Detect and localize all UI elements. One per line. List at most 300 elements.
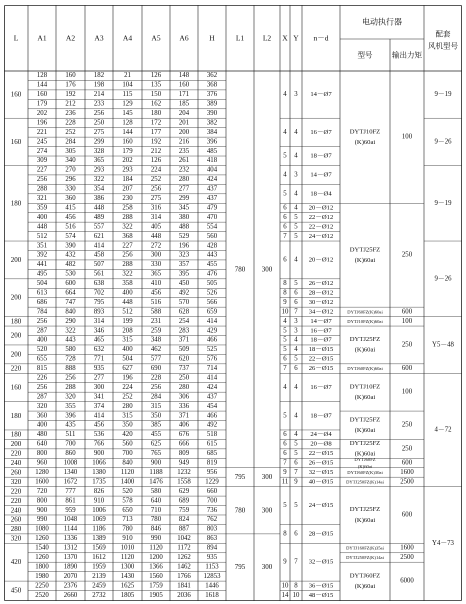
header-nd: n－d: [313, 33, 329, 43]
cell-a4: 315: [122, 336, 133, 344]
cell-a2: 320: [65, 393, 76, 401]
cell-a5: 462: [150, 346, 162, 354]
cell-l: 320: [10, 477, 22, 486]
cell-torque: 100: [401, 317, 413, 325]
cell-a4: 256: [122, 251, 133, 259]
cell-a3: 771: [93, 355, 105, 363]
cell-a3: 557: [93, 223, 105, 231]
cell-torque: 250: [401, 251, 413, 259]
cell-model: DYTJ10FZ: [349, 383, 381, 391]
cell-y: 5: [294, 502, 298, 510]
cell-a4: 1010: [120, 544, 135, 552]
cell-a4: 1625: [120, 582, 135, 590]
cell-a6: 1042: [177, 535, 191, 543]
cell-a2: 340: [65, 157, 76, 165]
cell-a1: 256: [36, 176, 48, 184]
cell-a1: 512: [36, 232, 48, 240]
cell-h: 576: [206, 355, 218, 363]
cell-a5: 456: [150, 289, 162, 297]
cell-y: 6: [294, 289, 298, 297]
cell-a3: 250: [93, 119, 105, 127]
cell-torque: 600: [401, 308, 413, 316]
cell-x: 6: [283, 450, 287, 458]
cell-a5: 765: [150, 450, 162, 458]
cell-a4: 1300: [120, 563, 135, 571]
cell-a6: 160: [178, 81, 190, 89]
cell-a4: 208: [122, 327, 133, 335]
cell-l: 260: [10, 515, 22, 524]
cell-torque: 600: [401, 365, 413, 373]
cell-a2: 252: [65, 128, 76, 136]
cell-a3: 277: [93, 374, 105, 382]
cell-a1: 448: [36, 223, 48, 231]
cell-a2: 236: [65, 110, 76, 118]
cell-a1: 359: [36, 204, 48, 212]
cell-model: (K)60ai: [354, 582, 376, 590]
cell-a4: 512: [122, 308, 133, 316]
header-a5: A5: [151, 33, 161, 43]
cell-a1: 1260: [35, 553, 49, 561]
cell-h: 429: [206, 327, 218, 335]
cell-h: 418: [206, 157, 218, 165]
cell-y: 4: [294, 336, 298, 344]
cell-a4: 129: [122, 100, 133, 108]
cell-l1: 780: [234, 265, 246, 274]
cell-a6: 200: [178, 128, 190, 136]
cell-model: (K)60ai: [354, 516, 376, 524]
cell-nd: 22－Ø12: [308, 213, 334, 221]
cell-a2: 456: [65, 213, 76, 221]
cell-a2: 700: [65, 440, 76, 448]
cell-a2: 1008: [63, 459, 78, 467]
cell-a3: 489: [93, 213, 105, 221]
cell-a1: 640: [36, 440, 48, 448]
cell-fan: Y5－48: [432, 341, 454, 349]
cell-x: 8: [283, 530, 287, 538]
header-h: H: [209, 33, 215, 43]
cell-a3: 328: [93, 147, 105, 155]
cell-h: 1446: [205, 582, 219, 590]
cell-l: 220: [10, 449, 22, 458]
cell-a6: 185: [178, 100, 190, 108]
cell-a1: 441: [36, 261, 48, 269]
cell-a1: 351: [36, 242, 48, 250]
cell-a2: 516: [65, 223, 76, 231]
cell-h: 1229: [205, 478, 219, 486]
cell-a1: 655: [36, 355, 48, 363]
cell-a3: 275: [93, 128, 105, 136]
cell-nd: 18－Ø4: [310, 190, 332, 198]
cell-a5: 625: [150, 440, 162, 448]
cell-a1: 686: [36, 298, 48, 306]
cell-a2: 396: [65, 412, 76, 420]
cell-a2: 330: [65, 185, 76, 193]
cell-a6: 1766: [177, 572, 191, 580]
cell-a4: 184: [122, 176, 133, 184]
cell-y: 8: [294, 582, 298, 590]
cell-a3: 1612: [92, 553, 106, 561]
cell-l: 280: [10, 525, 22, 534]
cell-a2: 432: [65, 251, 76, 259]
cell-nd: 14－Ø7: [310, 171, 332, 179]
cell-x: 8: [283, 280, 287, 288]
cell-nd: 22－Ø15: [308, 355, 334, 363]
cell-x: 6: [283, 204, 287, 212]
cell-a1: 720: [36, 487, 48, 495]
cell-h: 660: [206, 487, 218, 495]
cell-a2: 2070: [63, 572, 78, 580]
cell-model: (K)60ai: [354, 393, 376, 401]
cell-a4: 322: [122, 270, 133, 278]
cell-fan: 9－19: [434, 91, 452, 99]
cell-a1: 2520: [35, 591, 49, 599]
cell-l: 220: [10, 487, 22, 496]
cell-torque: 250: [401, 341, 413, 349]
header-a1: A1: [37, 33, 47, 43]
cell-a3: 536: [93, 431, 105, 439]
cell-a6: 949: [178, 459, 190, 467]
cell-x: 7: [283, 459, 287, 467]
cell-a6: 201: [178, 119, 190, 127]
cell-nd: 24－Ø12: [308, 232, 334, 240]
cell-a5: 846: [150, 525, 162, 533]
cell-a5: 275: [150, 195, 162, 203]
cell-a5: 300: [150, 251, 162, 259]
cell-a5: 780: [150, 516, 162, 524]
cell-a4: 560: [122, 440, 133, 448]
cell-h: 396: [206, 138, 218, 146]
cell-y: 6: [294, 530, 298, 538]
cell-nd: 26－Ø12: [308, 280, 334, 288]
cell-model: DYTJ60FZ: [354, 456, 376, 462]
header-y: Y: [293, 33, 299, 43]
cell-model: (K)60ai: [354, 138, 376, 146]
cell-a4: 322: [122, 223, 133, 231]
cell-h: 700: [206, 497, 218, 505]
cell-x: 4: [283, 171, 287, 179]
cell-model: DYTJ60FZ(K)60ai: [347, 366, 383, 372]
cell-model: DYTJ25FZ: [349, 506, 381, 514]
cell-nd: 18－Ø7: [310, 152, 332, 160]
cell-a4: 1120: [120, 553, 135, 561]
cell-a1: 309: [36, 157, 48, 165]
cell-l2: 300: [261, 562, 273, 571]
cell-a6: 148: [178, 72, 190, 80]
cell-a3: 795: [93, 298, 105, 306]
cell-torque: 100: [401, 133, 413, 141]
cell-a5: 284: [150, 393, 162, 401]
cell-a5: 212: [150, 147, 162, 155]
cell-a4: 104: [122, 81, 133, 89]
cell-a3: 1959: [92, 563, 106, 571]
cell-a5: 256: [150, 383, 162, 391]
cell-a3: 910: [93, 497, 105, 505]
cell-a6: 1841: [177, 582, 191, 590]
cell-nd: 14－Ø7: [310, 317, 332, 325]
cell-x: 6: [283, 431, 287, 439]
cell-a1: 1080: [35, 525, 49, 533]
cell-nd: 28－Ø15: [308, 530, 334, 538]
cell-x: 5: [283, 412, 287, 420]
cell-a3: 935: [93, 365, 105, 373]
cell-h: 389: [206, 100, 218, 108]
cell-nd: 48－Ø15: [308, 591, 334, 599]
cell-h: 424: [206, 383, 218, 391]
cell-a4: 627: [122, 365, 133, 373]
cell-a6: 261: [178, 157, 190, 165]
cell-a3: 458: [93, 251, 105, 259]
cell-h: 956: [206, 468, 218, 476]
cell-a6: 887: [178, 525, 190, 533]
cell-a3: 300: [93, 383, 105, 391]
header-l1: L1: [235, 33, 245, 43]
cell-a5: 272: [150, 242, 162, 250]
cell-l: 320: [10, 534, 22, 543]
cell-y: 9: [294, 478, 298, 486]
cell-y: 4: [294, 190, 298, 198]
cell-a1: 288: [36, 185, 48, 193]
cell-x: 6: [283, 355, 287, 363]
cell-y: 4: [294, 346, 298, 354]
cell-torque: 600: [401, 459, 413, 467]
cell-a2: 1312: [63, 544, 78, 552]
cell-model: DYTJ60FZ: [349, 572, 381, 580]
cell-l2: 300: [261, 473, 273, 482]
cell-x: 6: [283, 440, 287, 448]
cell-a2: 256: [65, 374, 76, 382]
cell-a3: 507: [93, 261, 105, 269]
cell-x: 6: [283, 256, 287, 264]
cell-nd: 18－Ø7: [310, 336, 332, 344]
cell-a2: 777: [65, 487, 76, 495]
cell-fan: 9－19: [434, 199, 452, 207]
cell-h: 428: [206, 242, 218, 250]
cell-a6: 509: [178, 346, 190, 354]
cell-a1: 990: [36, 516, 48, 524]
cell-a3: 374: [93, 402, 105, 410]
cell-a4: 1120: [120, 468, 135, 476]
cell-y: 5: [294, 213, 298, 221]
cell-model: DYTJ60FZ(K)30ai: [347, 469, 383, 475]
cell-a5: 1120: [149, 544, 163, 552]
cell-a1: 613: [36, 289, 48, 297]
cell-a5: 150: [150, 91, 162, 99]
header-a4: A4: [122, 33, 133, 43]
cell-nd: 36－Ø15: [308, 582, 334, 590]
cell-a5: 1476: [149, 478, 163, 486]
cell-a4: 368: [122, 232, 133, 240]
cell-a5: 1366: [149, 563, 163, 571]
header-fan-line1: 配套: [435, 29, 451, 39]
cell-a1: 815: [36, 365, 48, 373]
cell-a2: 728: [65, 355, 76, 363]
cell-a1: 1280: [35, 468, 49, 476]
cell-a2: 305: [65, 147, 76, 155]
cell-a1: 256: [36, 317, 48, 325]
cell-a6: 1462: [177, 563, 191, 571]
cell-a2: 435: [65, 421, 76, 429]
cell-a2: 2376: [63, 582, 78, 590]
cell-y: 4: [294, 256, 298, 264]
cell-a5: 690: [150, 365, 162, 373]
cell-a4: 1805: [120, 591, 135, 599]
cell-a1: 480: [36, 431, 48, 439]
cell-h: 466: [206, 412, 218, 420]
cell-model: (K)60ai: [354, 346, 376, 354]
cell-a5: 252: [150, 176, 162, 184]
cell-nd: 16－Ø7: [310, 128, 332, 136]
cell-a4: 713: [122, 516, 133, 524]
cell-a2: 270: [65, 166, 76, 174]
cell-x: 9: [283, 298, 287, 306]
header-actuator: 电动执行器: [362, 17, 402, 27]
cell-y: 7: [294, 558, 298, 566]
cell-a6: 216: [178, 138, 190, 146]
cell-a3: 632: [93, 346, 105, 354]
cell-nd: 40－Ø15: [308, 478, 334, 486]
cell-a6: 171: [178, 91, 190, 99]
cell-a5: 516: [150, 298, 162, 306]
cell-a4: 207: [122, 185, 133, 193]
cell-a1: 1980: [35, 572, 49, 580]
cell-a5: 316: [150, 204, 162, 212]
spec-table: [4, 5, 462, 601]
cell-a1: 287: [36, 393, 48, 401]
cell-a5: 192: [150, 138, 162, 146]
cell-a2: 574: [65, 232, 76, 240]
cell-a6: 254: [178, 317, 190, 325]
cell-x: 5: [283, 336, 287, 344]
cell-a2: 1340: [63, 468, 78, 476]
cell-y: 5: [294, 223, 298, 231]
cell-x: 9: [283, 558, 287, 566]
cell-h: 566: [206, 298, 218, 306]
cell-l: 180: [10, 317, 22, 326]
cell-a6: 196: [178, 242, 190, 250]
cell-model: DYTJ160FZ(K)35ai: [346, 545, 384, 551]
cell-a1: 360: [36, 412, 48, 420]
cell-a1: 144: [36, 81, 48, 89]
cell-h: 803: [206, 525, 218, 533]
cell-a3: 346: [93, 327, 105, 335]
cell-a5: 224: [150, 166, 162, 174]
cell-a2: 1890: [63, 563, 78, 571]
cell-model: DYTJ25FZ: [349, 416, 381, 424]
cell-a5: 385: [150, 421, 162, 429]
cell-y: 4: [294, 128, 298, 136]
cell-a6: 629: [178, 487, 190, 495]
cell-l: 240: [10, 506, 22, 515]
cell-a5: 900: [150, 459, 162, 467]
cell-a6: 371: [178, 336, 190, 344]
cell-a1: 320: [36, 402, 48, 410]
cell-x: 4: [283, 128, 287, 136]
header-fan-line2: 风机型号: [428, 41, 458, 51]
cell-y: 6: [294, 298, 298, 306]
cell-a1: 800: [36, 450, 48, 458]
cell-a3: 341: [93, 393, 105, 401]
cell-a5: 640: [150, 497, 162, 505]
cell-nd: 14－Ø7: [310, 91, 332, 99]
cell-nd: 16－Ø7: [310, 327, 332, 335]
cell-nd: 22－Ø15: [308, 450, 334, 458]
cell-a5: 348: [150, 336, 162, 344]
cell-model: DYTJ25FZ: [349, 246, 381, 254]
cell-x: 7: [283, 232, 287, 240]
cell-y: 6: [294, 459, 298, 467]
cell-a5: 135: [150, 81, 162, 89]
cell-l1: 780: [234, 506, 246, 515]
cell-l: 200: [10, 350, 22, 359]
cell-a6: 450: [178, 280, 190, 288]
cell-h: 1153: [205, 563, 219, 571]
header-l: L: [13, 33, 19, 43]
cell-nd: 24－Ø15: [308, 502, 334, 510]
cell-nd: 26－Ø15: [308, 365, 334, 373]
cell-a5: 455: [150, 431, 162, 439]
cell-h: 455: [206, 261, 218, 269]
cell-a5: 180: [150, 110, 162, 118]
cell-h: 1618: [205, 591, 219, 599]
cell-a1: 392: [36, 251, 48, 259]
cell-a4: 115: [122, 91, 133, 99]
cell-a6: 283: [178, 327, 190, 335]
cell-nd: 20－Ø12: [308, 204, 334, 212]
cell-a3: 233: [93, 100, 105, 108]
cell-h: 368: [206, 81, 218, 89]
cell-a4: 280: [122, 402, 133, 410]
cell-a4: 400: [122, 346, 133, 354]
cell-a6: 492: [178, 289, 190, 297]
cell-a1: 226: [36, 374, 48, 382]
cell-a4: 128: [122, 119, 133, 127]
cell-torque: 1600: [400, 468, 414, 476]
cell-a1: 800: [36, 497, 48, 505]
cell-model: DYTJ60FZ(K)60ai: [347, 309, 383, 315]
cell-a3: 2459: [92, 582, 106, 590]
cell-a3: 214: [93, 91, 105, 99]
cell-a1: 221: [36, 128, 48, 136]
cell-model: (K)60ai: [354, 256, 376, 264]
cell-a1: 196: [36, 119, 48, 127]
cell-a3: 766: [93, 440, 105, 448]
cell-a2: 888: [65, 365, 76, 373]
cell-a3: 1380: [92, 468, 106, 476]
cell-nd: 30－Ø12: [308, 298, 334, 306]
cell-torque: 2500: [400, 478, 414, 486]
cell-x: 6: [283, 223, 287, 231]
cell-torque: 1600: [400, 544, 414, 552]
cell-a6: 345: [178, 204, 190, 212]
cell-l: 240: [10, 459, 22, 468]
cell-a3: 1389: [92, 535, 106, 543]
cell-l: 160: [10, 137, 22, 146]
cell-a6: 1172: [177, 544, 191, 552]
cell-y: 5: [294, 440, 298, 448]
cell-model: (K)60ai: [354, 450, 376, 458]
cell-l2: 300: [261, 265, 273, 274]
cell-h: 894: [206, 544, 218, 552]
cell-h: 437: [206, 185, 218, 193]
cell-h: 505: [206, 280, 218, 288]
cell-a3: 322: [93, 176, 105, 184]
cell-a6: 529: [178, 232, 190, 240]
cell-a4: 350: [122, 421, 133, 429]
cell-a1: 784: [36, 308, 48, 316]
cell-torque: 250: [401, 421, 413, 429]
cell-nd: 32－Ø15: [308, 558, 334, 566]
cell-a2: 530: [65, 270, 76, 278]
